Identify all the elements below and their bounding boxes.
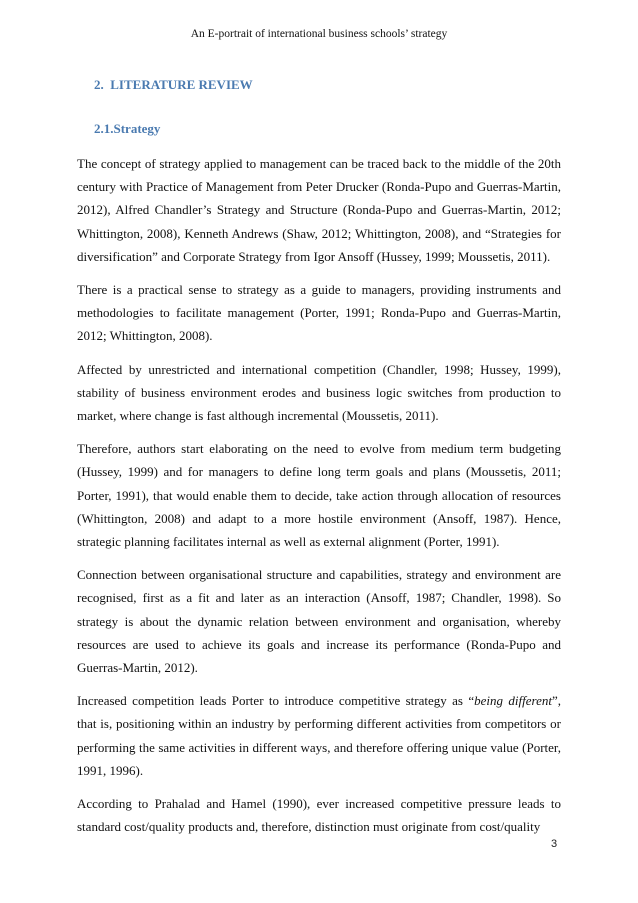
paragraph-text: According to Prahalad and Hamel (1990), ever increased competitive pressure leads to standard cost/quality products and, therefore, distinction must originate from cost/quality: [77, 796, 561, 835]
paragraph: [77, 358, 561, 428]
subsection-title: Strategy: [113, 121, 161, 136]
paragraph-text: ”, that is, positioning within an industry by performing different activities from competitors or performing the same activities in different ways, and therefore offering unique value (Porter, 1991, 1996).: [77, 693, 561, 778]
paragraph: [77, 563, 561, 679]
subsection-heading: [94, 121, 160, 137]
section-number: 2.: [94, 77, 104, 92]
paragraph: [77, 689, 561, 782]
paragraph: [77, 437, 561, 553]
paragraph: [77, 792, 561, 838]
body-text: [77, 152, 561, 848]
section-title: LITERATURE REVIEW: [110, 77, 253, 92]
paragraph-text: Increased competition leads Porter to introduce competitive strategy as “: [77, 693, 475, 709]
paragraph: [77, 278, 561, 348]
section-heading: [94, 77, 253, 93]
page-number: 3: [551, 838, 558, 850]
paragraph-text: Affected by unrestricted and international competition (Chandler, 1998; Hussey, 1999), stability of business environment erodes and business logic switches from production to market, where change is fast although incremental (Moussetis, 2011).: [77, 361, 561, 424]
subsection-number: 2.1.: [94, 121, 114, 136]
paragraph: [77, 152, 561, 268]
paragraph-text: The concept of strategy applied to management can be traced back to the middle of the 20th century with Practice of Management from Peter Drucker (Ronda-Pupo and Guerras-Martin, 2012), Alfred Chandler’s Strategy and Structure (Ronda-Pupo and Guerras-Martin, 2012; Whittington, 2008), Kenneth Andrews (Shaw, 2012; Whittington, 2008), and “Strategies for diversification” and Corporate Strategy from Igor Ansoff (Hussey, 1999; Moussetis, 2011).: [77, 156, 561, 264]
paragraph-text: There is a practical sense to strategy as a guide to managers, providing instruments and methodologies to facilitate management (Porter, 1991; Ronda-Pupo and Guerras-Martin, 2012; Whittington, 2008).: [77, 282, 561, 344]
paragraph-text: Therefore, authors start elaborating on the need to evolve from medium term budgeting (Hussey, 1999) and for managers to define long term goals and plans (Moussetis, 2011; Porter, 1991), that would enable them to decide, take action through allocation of resources (Whittington, 2008) and adapt to a more hostile environment (Ansoff, 1987). Hence, strategic planning facilitates internal as well as external alignment (Porter, 1991).: [77, 441, 561, 550]
paragraph-text: Connection between organisational structure and capabilities, strategy and environment are recognised, first as a fit and later as an interaction (Ansoff, 1987; Chandler, 1998). So strategy is about the dynamic relation between environment and organisation, whereby resources are used to achieve its goals and increase its performance (Ronda-Pupo and Guerras-Martin, 2012).: [77, 567, 561, 676]
emphasis-text: being different: [474, 693, 552, 709]
running-header: An E-portrait of international business schools’ strategy: [190, 28, 448, 40]
